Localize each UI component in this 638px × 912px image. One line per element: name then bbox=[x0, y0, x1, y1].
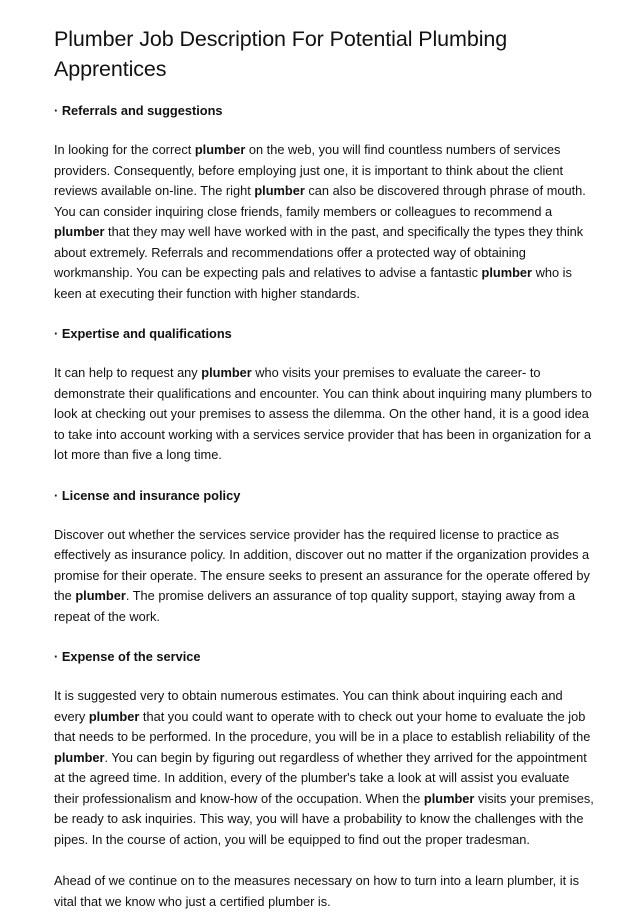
section-paragraph-expense: It is suggested very to obtain numerous estimates. You can think about inquiring each and every plumber that you could want to operate with to check out your home to evaluate the job that needs to be performed. In the procedure, you will be in a place to establish reliability of the plumber. You can begin by figuring out regardless of whether they arrived for the appointment at the agreed time. In addition, every of the plumber's take a look at will assist you evaluate their professionalism and know-how of the occupation. When the plumber visits your premises, be ready to ask inquiries. This way, you will have a probability to know the challenges with the pipes. In the course of action, you will be equipped to find out the proper tradesman. bbox=[54, 688, 594, 847]
keyword-plumber: plumber bbox=[481, 265, 533, 280]
keyword-plumber: plumber bbox=[75, 588, 126, 603]
keyword-plumber: plumber bbox=[54, 224, 105, 239]
closing-paragraph: Ahead of we continue on to the measures necessary on how to turn into a learn plumber, it is vital that we know who just a certified plumber is. bbox=[54, 873, 579, 909]
keyword-plumber: plumber bbox=[423, 790, 475, 806]
section-heading-referrals: · Referrals and suggestions bbox=[54, 103, 223, 118]
keyword-plumber: plumber bbox=[54, 749, 105, 765]
section-heading-license: · License and insurance policy bbox=[54, 487, 241, 503]
section-paragraph-license: Discover out whether the services service provider has the required license to practice as effectively as insurance policy. In addition, discover out no matter if the organization provides a promise for their operate. The ensure seeks to present an assurance for the operate offered by the plumber. The promise delivers an assurance of top quality support, staying away from a repeat of the work. bbox=[54, 526, 590, 624]
section-heading-expertise: · Expertise and qualifications bbox=[54, 326, 232, 341]
keyword-plumber: plumber bbox=[194, 142, 246, 157]
section-paragraph-expertise: It can help to request any plumber who visits your premises to evaluate the career- to demonstrate their qualifications and encounter. You can think about inquiring many plumbers to look at checking out your premises to assess the dilemma. On the other hand, it is a good idea to take into account working with a services service provider that has been in organization for a lot more than five a long time. bbox=[54, 365, 592, 462]
keyword-plumber: plumber bbox=[88, 708, 140, 724]
keyword-plumber: plumber bbox=[201, 365, 252, 380]
section-heading-expense: · Expense of the service bbox=[54, 649, 201, 664]
keyword-plumber: plumber bbox=[254, 183, 305, 198]
section-paragraph-referrals: In looking for the correct plumber on the web, you will find countless numbers of services providers. Consequently, before employing just one, it is important to think about the client reviews available on-line. The right plumber can also be discovered through phrase of mouth. You can consider inquiring close friends, family members or colleagues to recommend a plumber that they may well have worked with in the past, and specifically the types they think about extremely. Referrals and recommendations offer a protected way of obtaining workmanship. You can be expecting pals and relatives to advise a fantastic plumber who is keen at executing their function with higher standards. bbox=[54, 142, 586, 301]
document-title: Plumber Job Description For Potential Plumbing Apprentices bbox=[54, 27, 508, 81]
